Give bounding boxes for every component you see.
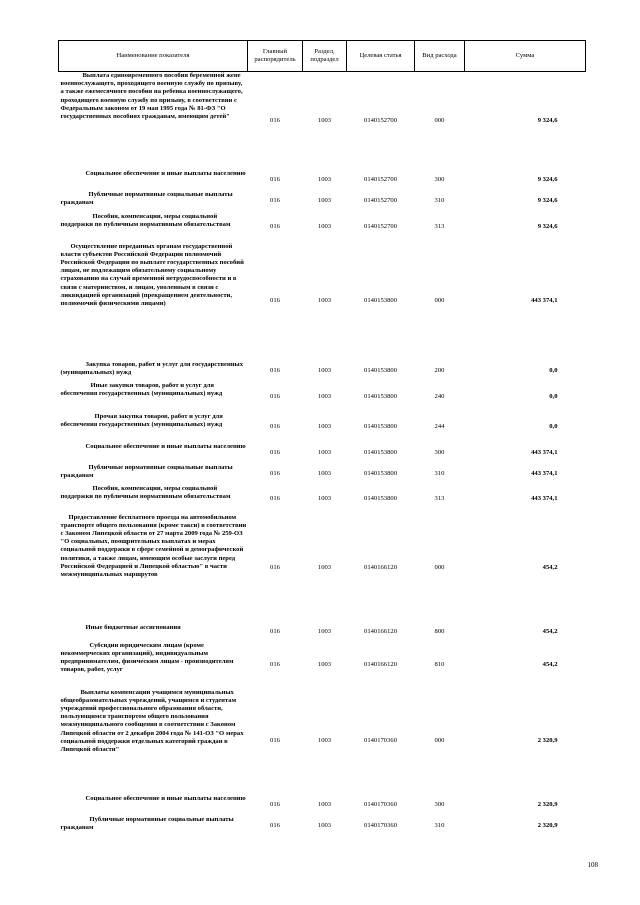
row-admin: 016 [270,821,280,829]
header-expense: Вид расхода [415,41,465,72]
table-row [59,213,586,243]
table-row [59,795,586,816]
row-section: 1003 [317,737,332,745]
table-row [59,816,586,837]
row-target: 0140153800 [364,366,397,374]
header-target: Целевая статья [347,41,415,72]
row-target: 0140153800 [364,297,397,305]
row-expense: 313 [434,494,445,502]
row-admin: 016 [270,628,280,636]
row-sum: 2 320,9 [537,737,558,745]
row-sum: 454,2 [542,660,558,668]
row-expense: 000 [434,116,445,124]
row-name: Субсидии юридическим лицам (кроме некоммерческих организаций), индивидуальным предпринимателям, физическим лицам - производителям товаров, работ, услуг [60,641,234,674]
row-target: 0140152700 [364,197,397,205]
row-section: 1003 [317,469,332,477]
row-sum: 454,2 [542,628,558,636]
row-expense: 810 [434,660,445,668]
row-admin: 016 [270,223,280,231]
row-name: Иные закупки товаров, работ и услуг для обеспечения государственных (муниципальных) нужд [60,381,223,397]
table-row [59,191,586,213]
table-row [59,624,586,642]
row-section: 1003 [317,628,332,636]
row-section: 1003 [317,392,332,400]
row-expense: 313 [434,223,445,231]
row-target: 0140153800 [364,448,397,456]
row-target: 0140170360 [364,737,397,745]
row-target: 0140166120 [364,628,397,636]
row-expense: 310 [434,469,445,477]
row-name: Иные бюджетные ассигнования [85,623,181,631]
row-admin: 016 [270,469,280,477]
row-section: 1003 [317,197,332,205]
row-sum: 2 320,9 [537,821,558,829]
row-target: 0140153800 [364,494,397,502]
row-expense: 240 [434,392,445,400]
row-sum: 9 324,6 [537,223,558,231]
row-target: 0140166120 [364,660,397,668]
row-section: 1003 [317,223,332,231]
row-sum: 2 320,9 [537,800,558,808]
row-admin: 016 [270,800,280,808]
row-expense: 000 [434,297,445,305]
row-section: 1003 [317,494,332,502]
row-sum: 443 374,1 [531,448,558,456]
row-expense: 310 [434,197,445,205]
row-admin: 016 [270,423,280,431]
table-row [59,361,586,382]
row-target: 0140152700 [364,116,397,124]
row-admin: 016 [270,564,280,572]
row-section: 1003 [317,660,332,668]
row-expense: 300 [434,800,445,808]
budget-table [58,40,586,837]
table-row [59,243,586,361]
header-sum: Сумма [465,41,586,72]
row-section: 1003 [317,175,332,183]
row-expense: 244 [434,423,445,431]
row-admin: 016 [270,297,280,305]
row-sum: 9 324,6 [537,197,558,205]
table-row [59,413,586,443]
table-row [59,72,586,170]
row-sum: 9 324,6 [537,116,558,124]
row-name: Публичные нормативные социальные выплаты гражданам [60,463,233,479]
row-target: 0140152700 [364,223,397,231]
header-section: Раздел, подраздел [303,41,347,72]
row-sum: 443 374,1 [531,297,558,305]
row-sum: 0,0 [549,366,558,374]
row-admin: 016 [270,175,280,183]
table-row [59,443,586,464]
row-sum: 443 374,1 [531,469,558,477]
row-sum: 9 324,6 [537,175,558,183]
table-header-row [59,41,586,72]
table-row [59,464,586,485]
table-row [59,514,586,624]
row-admin: 016 [270,660,280,668]
header-admin: Главный распорядитель [248,41,303,72]
row-name: Публичные нормативные социальные выплаты гражданам [60,190,233,206]
row-expense: 800 [434,628,445,636]
row-name: Выплаты компенсации учащимся муниципальных общеобразовательных учреждений, учащимся и студентам учреждений профессионального образования области, пользующимся транспортом общего пользования межмуниципального сообщения в соответствии с Законом Липецкой области от 2 декабря 2004 года № 141-ОЗ "О мерах социальной поддержки отдельных категорий граждан в Липецкой области" [60,688,244,753]
row-section: 1003 [317,564,332,572]
row-admin: 016 [270,197,280,205]
row-target: 0140170360 [364,800,397,808]
row-expense: 200 [434,366,445,374]
row-section: 1003 [317,366,332,374]
row-admin: 016 [270,366,280,374]
row-target: 0140153800 [364,423,397,431]
row-expense: 000 [434,737,445,745]
row-name: Социальное обеспечение и иные выплаты населению [85,442,246,450]
row-expense: 000 [434,564,445,572]
row-sum: 454,2 [542,564,558,572]
row-target: 0140152700 [364,175,397,183]
row-name: Пособия, компенсации, меры социальной поддержки по публичным нормативным обязательствам [60,212,231,228]
row-expense: 310 [434,821,445,829]
row-name: Пособия, компенсации, меры социальной поддержки по публичным нормативным обязательствам [60,484,231,500]
row-section: 1003 [317,821,332,829]
row-admin: 016 [270,737,280,745]
table-row [59,642,586,689]
row-target: 0140153800 [364,392,397,400]
row-section: 1003 [317,448,332,456]
row-admin: 016 [270,494,280,502]
row-name: Предоставление бесплатного проезда на автомобильном транспорте общего пользования (кроме такси) в соответствии с Законом Липецкой области от 27 марта 2009 года № 259-ОЗ "О социальных, поощрительных выплатах и мерах социальной поддержки в сфере семейной и демографической политики, а также лицам, имеющим особые заслуги перед Российской Федерацией и Липецкой областью" в части межмуниципальных маршрутов [60,513,247,578]
row-sum: 443 374,1 [531,494,558,502]
header-name: Наименование показателя [59,41,248,72]
table-row [59,382,586,413]
row-admin: 016 [270,448,280,456]
row-section: 1003 [317,423,332,431]
row-name: Публичные нормативные социальные выплаты гражданам [60,815,234,831]
row-sum: 0,0 [549,423,558,431]
page-number: 108 [587,861,598,869]
table-row [59,485,586,514]
row-name: Социальное обеспечение и иные выплаты населению [85,169,246,177]
row-admin: 016 [270,392,280,400]
table-row [59,689,586,795]
row-name: Осуществление переданных органам государственной власти субъектов Российской Федерации полномочий Российской Федерации по выплате государственных пособий лицам, не подлежащим обязательному социальному страхованию на случай временной нетрудоспособности и в связи с материнством, и лицам, уволенным в связи с ликвидацией организаций (прекращением деятельности, полномочий физическими лицами) [60,242,244,307]
table-row [59,170,586,191]
row-section: 1003 [317,800,332,808]
row-section: 1003 [317,297,332,305]
row-target: 0140170360 [364,821,397,829]
row-name: Закупка товаров, работ и услуг для государственных (муниципальных) нужд [60,360,243,376]
row-name: Выплата единовременного пособия беременной жене военнослужащего, проходящего военную службу по призыву, а также ежемесячного пособия на ребенка военнослужащего, проходящего военную службу по призыву, в соответствии с Федеральным законом от 19 мая 1995 года № 81-ФЗ "О государственных пособиях гражданам, имеющим детей" [60,72,243,121]
row-section: 1003 [317,116,332,124]
row-name: Социальное обеспечение и иные выплаты населению [85,794,246,802]
row-name: Прочая закупка товаров, работ и услуг для обеспечения государственных (муниципальных) нужд [60,412,223,428]
row-admin: 016 [270,116,280,124]
row-expense: 300 [434,175,445,183]
row-target: 0140153800 [364,469,397,477]
row-target: 0140166120 [364,564,397,572]
row-expense: 300 [434,448,445,456]
row-sum: 0,0 [549,392,558,400]
